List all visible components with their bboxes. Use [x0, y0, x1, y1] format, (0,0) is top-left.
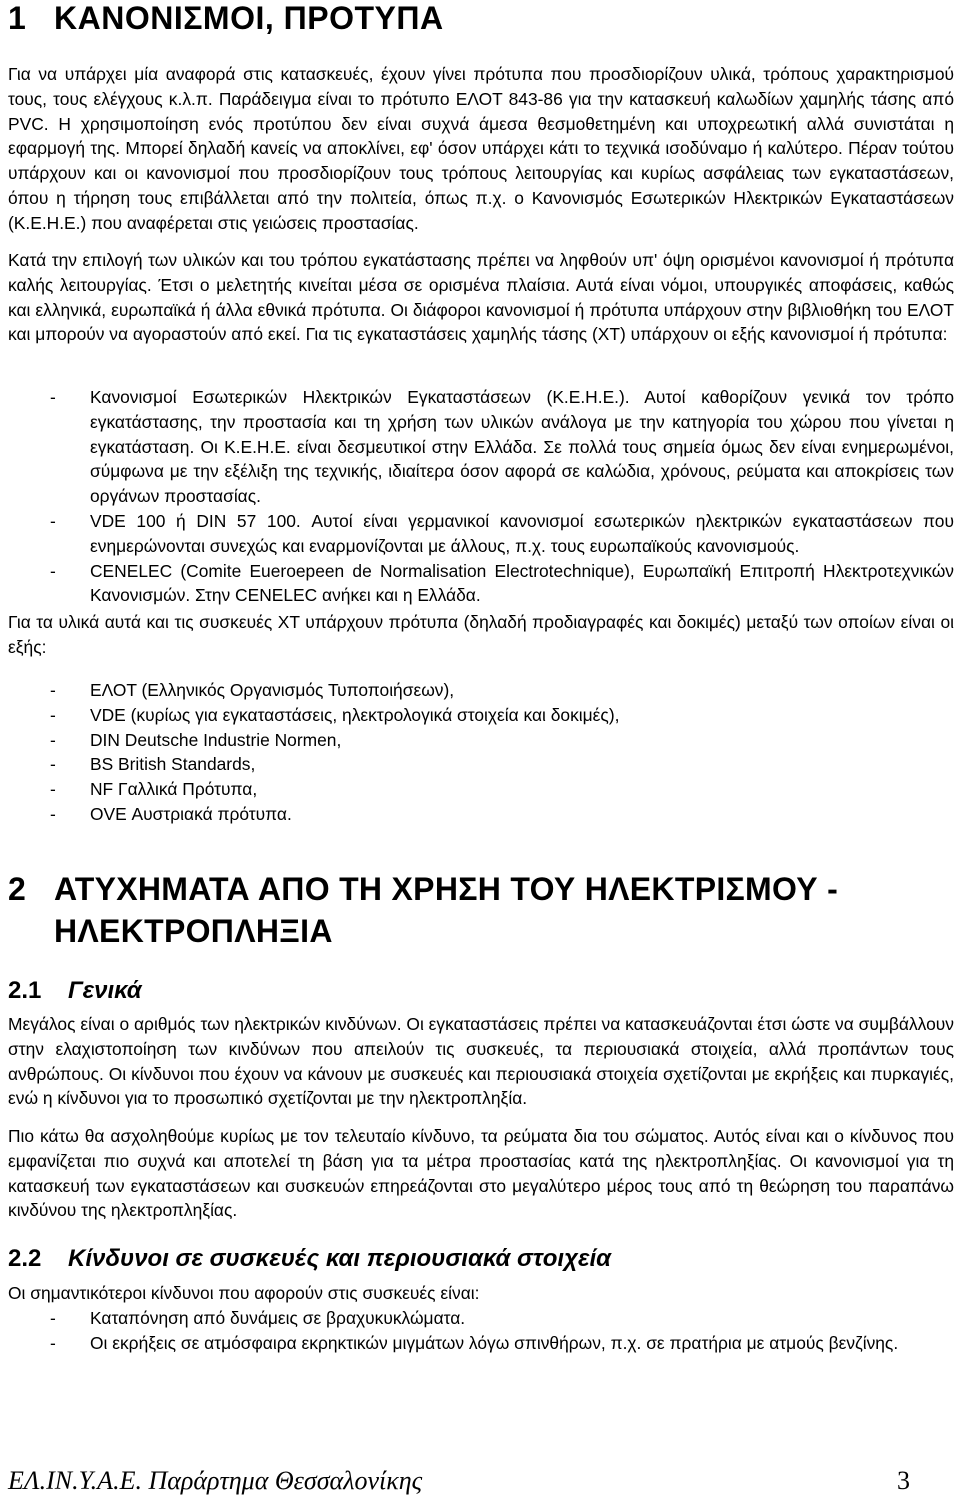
list-item: - VDE 100 ή DIN 57 100. Αυτοί είναι γερμανικοί κανονισμοί εσωτερικών ηλεκτρικών εγκαταστάσεων που ενημερώνονται συνεχώς και εναρμονίζονται με άλλους, π.χ. τους ευρωπαϊκούς κανονισμούς.: [50, 510, 954, 556]
page-number: 3: [897, 1466, 910, 1495]
list-item: - CENELEC (Comite Eueroepeen de Normalisation Electrotechnique), Ευρωπαϊκή Επιτροπή Ηλεκτροτεχνικών Κανονισμών. Στην CENELEC ανήκει και η Ελλάδα.: [50, 560, 954, 606]
subsection-2-1-paragraph-2: Πιο κάτω θα ασχοληθούμε κυρίως με τον τελευταίο κίνδυνο, τα ρεύματα δια του σώματος. Αυτός είναι και ο κίνδυνος που εμφανίζεται πιο συχνά και αποτελεί τη βάση για τα μέτρα προστασίας κατά της ηλεκτροπληξίας. Οι κανονισμοί για τη κατασκευή των εγκαταστάσεων και συσκευών επηρεάζονται στο μεγαλύτερο μέρος τους από τη θεώρηση του παραπάνω κινδύνου της ηλεκτροπληξίας.: [8, 1126, 954, 1221]
standards-list: [8, 678, 954, 827]
section-2-title-line-1: ΑΤΥΧΗΜΑΤΑ ΑΠΟ ΤΗ ΧΡΗΣΗ ΤΟΥ ΗΛΕΚΤΡΙΣΜΟΥ -: [54, 871, 839, 907]
list-item: - Οι εκρήξεις σε ατμόσφαιρα εκρηκτικών μιγμάτων λόγω σπινθήρων, π.χ. σε πρατήρια με ατμούς βενζίνης.: [50, 1332, 899, 1353]
list-item: - ΕΛΟΤ (Ελληνικός Οργανισμός Τυποποιήσεων),: [50, 680, 455, 700]
section-1-number: 1: [8, 0, 27, 36]
list-item: - NF Γαλλικά Πρότυπα,: [50, 779, 258, 800]
page-footer: [8, 1466, 910, 1496]
section-2-number: 2: [8, 871, 27, 907]
subsection-2-2-number: 2.2: [8, 1245, 42, 1272]
regulations-list: [8, 385, 954, 608]
section-1-heading: [8, 0, 444, 36]
list-item: - Καταπόνηση από δυνάμεις σε βραχυκυκλώματα.: [50, 1308, 466, 1328]
device-risks-list: [8, 1306, 954, 1356]
footer-text: ΕΛ.ΙΝ.Υ.Α.Ε. Παράρτημα Θεσσαλονίκης: [8, 1466, 423, 1495]
section-2-title-line-2: ΗΛΕΚΤΡΟΠΛΗΞΙΑ: [54, 913, 333, 949]
subsection-2-2-heading: [8, 1244, 611, 1274]
list-item: - DIN Deutsche Industrie Normen,: [50, 729, 342, 750]
section-1-paragraph-2: Κατά την επιλογή των υλικών και του τρόπου εγκατάστασης πρέπει να ληφθούν υπ' όψη ορισμένοι κανονισμοί ή πρότυπα καλής λειτουργίας. Έτσι ο μελετητής κινείται μέσα σε ορισμένα πλαίσια. Αυτά είναι νόμοι, υπουργικές αποφάσεις, καθώς και ελληνικά, ευρωπαϊκά ή άλλα εθνικά πρότυπα. Οι διάφοροι κανονισμοί ή πρότυπα υπάρχουν στην βιβλιοθήκη του ΕΛΟΤ και μπορούν να αγοραστούν από εκεί. Για τις εγκαταστάσεις χαμηλής τάσης (ΧΤ) υπάρχουν οι εξής κανονισμοί ή πρότυπα:: [8, 250, 954, 345]
list-item: - BS British Standards,: [50, 754, 256, 775]
section-1-title: ΚΑΝΟΝΙΣΜΟΙ, ΠΡΟΤΥΠΑ: [54, 0, 444, 36]
subsection-2-1-paragraph-1: Μεγάλος είναι ο αριθμός των ηλεκτρικών κινδύνων. Οι εγκαταστάσεις πρέπει να κατασκευάζονται έτσι ώστε να συμβάλλουν στην ελαχιστοποίηση των κινδύνων που απειλούν τις συσκευές, τα περιουσιακά στοιχεία, αλλά προπάντων τους ανθρώπους. Οι κίνδυνοι που έχουν να κάνουν με συσκευές και περιουσιακά στοιχεία σχετίζονται με εκρήξεις και πυρκαγιές, ενώ η κίνδυνοι για το προσωπικό σχετίζονται με την ηλεκτροπληξία.: [8, 1014, 954, 1109]
list-item: - Κανονισμοί Εσωτερικών Ηλεκτρικών Εγκαταστάσεων (Κ.Ε.Η.Ε.). Αυτοί καθορίζουν γενικά τον τρόπο εγκατάστασης, την προστασία και τη χρήση των υλικών ανάλογα με την κατηγορία του χώρου που γίνεται η εγκατάσταση. Οι Κ.Ε.Η.Ε. είναι δεσμευτικοί στην Ελλάδα. Σε πολλά τους σημεία όμως δεν είναι ενημερωμένοι, σύμφωνα με την εξέλιξη της τεχνικής, ιδιαίτερα όσον αφορά σε καλώδια, χρόνους, ρεύματα και αποκρίσεις των οργάνων προστασίας.: [50, 387, 954, 507]
subsection-2-1-number: 2.1: [8, 977, 42, 1004]
subsection-2-1-title: Γενικά: [68, 977, 142, 1004]
subsection-2-2-title: Κίνδυνοι σε συσκευές και περιουσιακά στοιχεία: [68, 1245, 611, 1272]
section-2-heading: [8, 868, 838, 952]
section-1-paragraph-1: Για να υπάρχει μία αναφορά στις κατασκευές, έχουν γίνει πρότυπα που προσδιορίζουν υλικά, τρόπους χαρακτηρισμού τους, τους ελέγχους κ.λ.π. Παράδειγμα είναι το πρότυπο ΕΛΟΤ 843-86 για την κατασκευή καλωδίων χαμηλής τάσης από PVC. Η χρησιμοποίηση ενός προτύπου δεν είναι συχνά άμεσα θεσμοθετημένη και υποχρεωτική αλλά συνιστάται η εφαρμογή της. Μπορεί δηλαδή κανείς να αποκλίνει, εφ' όσον υπάρχει κάτι το τεχνικά ισοδύναμο ή καλύτερο. Πέραν τούτου υπάρχουν και οι κανονισμοί που προσδιορίζουν τους τρόπους λειτουργίας και κυρίως ασφάλειας των εγκαταστάσεων, όπου η τήρηση τους επιβάλλεται από την πολιτεία, όπως π.χ. ο Κανονισμός Εσωτερικών Ηλεκτρικών Εγκαταστάσεων (Κ.Ε.Η.Ε.) που αναφέρεται στις γειώσεις προστασίας.: [8, 64, 954, 233]
subsection-2-2-intro: Οι σημαντικότεροι κίνδυνοι που αφορούν στις συσκευές είναι:: [8, 1283, 480, 1303]
subsection-2-1-heading: [8, 976, 142, 1006]
list-item: - OVE Αυστριακά πρότυπα.: [50, 803, 292, 824]
section-1-paragraph-3: Για τα υλικά αυτά και τις συσκευές ΧΤ υπάρχουν πρότυπα (δηλαδή προδιαγραφές και δοκιμές) μεταξύ των οποίων είναι οι εξής:: [8, 612, 954, 657]
list-item: - VDE (κυρίως για εγκαταστάσεις, ηλεκτρολογικά στοιχεία και δοκιμές),: [50, 704, 620, 725]
